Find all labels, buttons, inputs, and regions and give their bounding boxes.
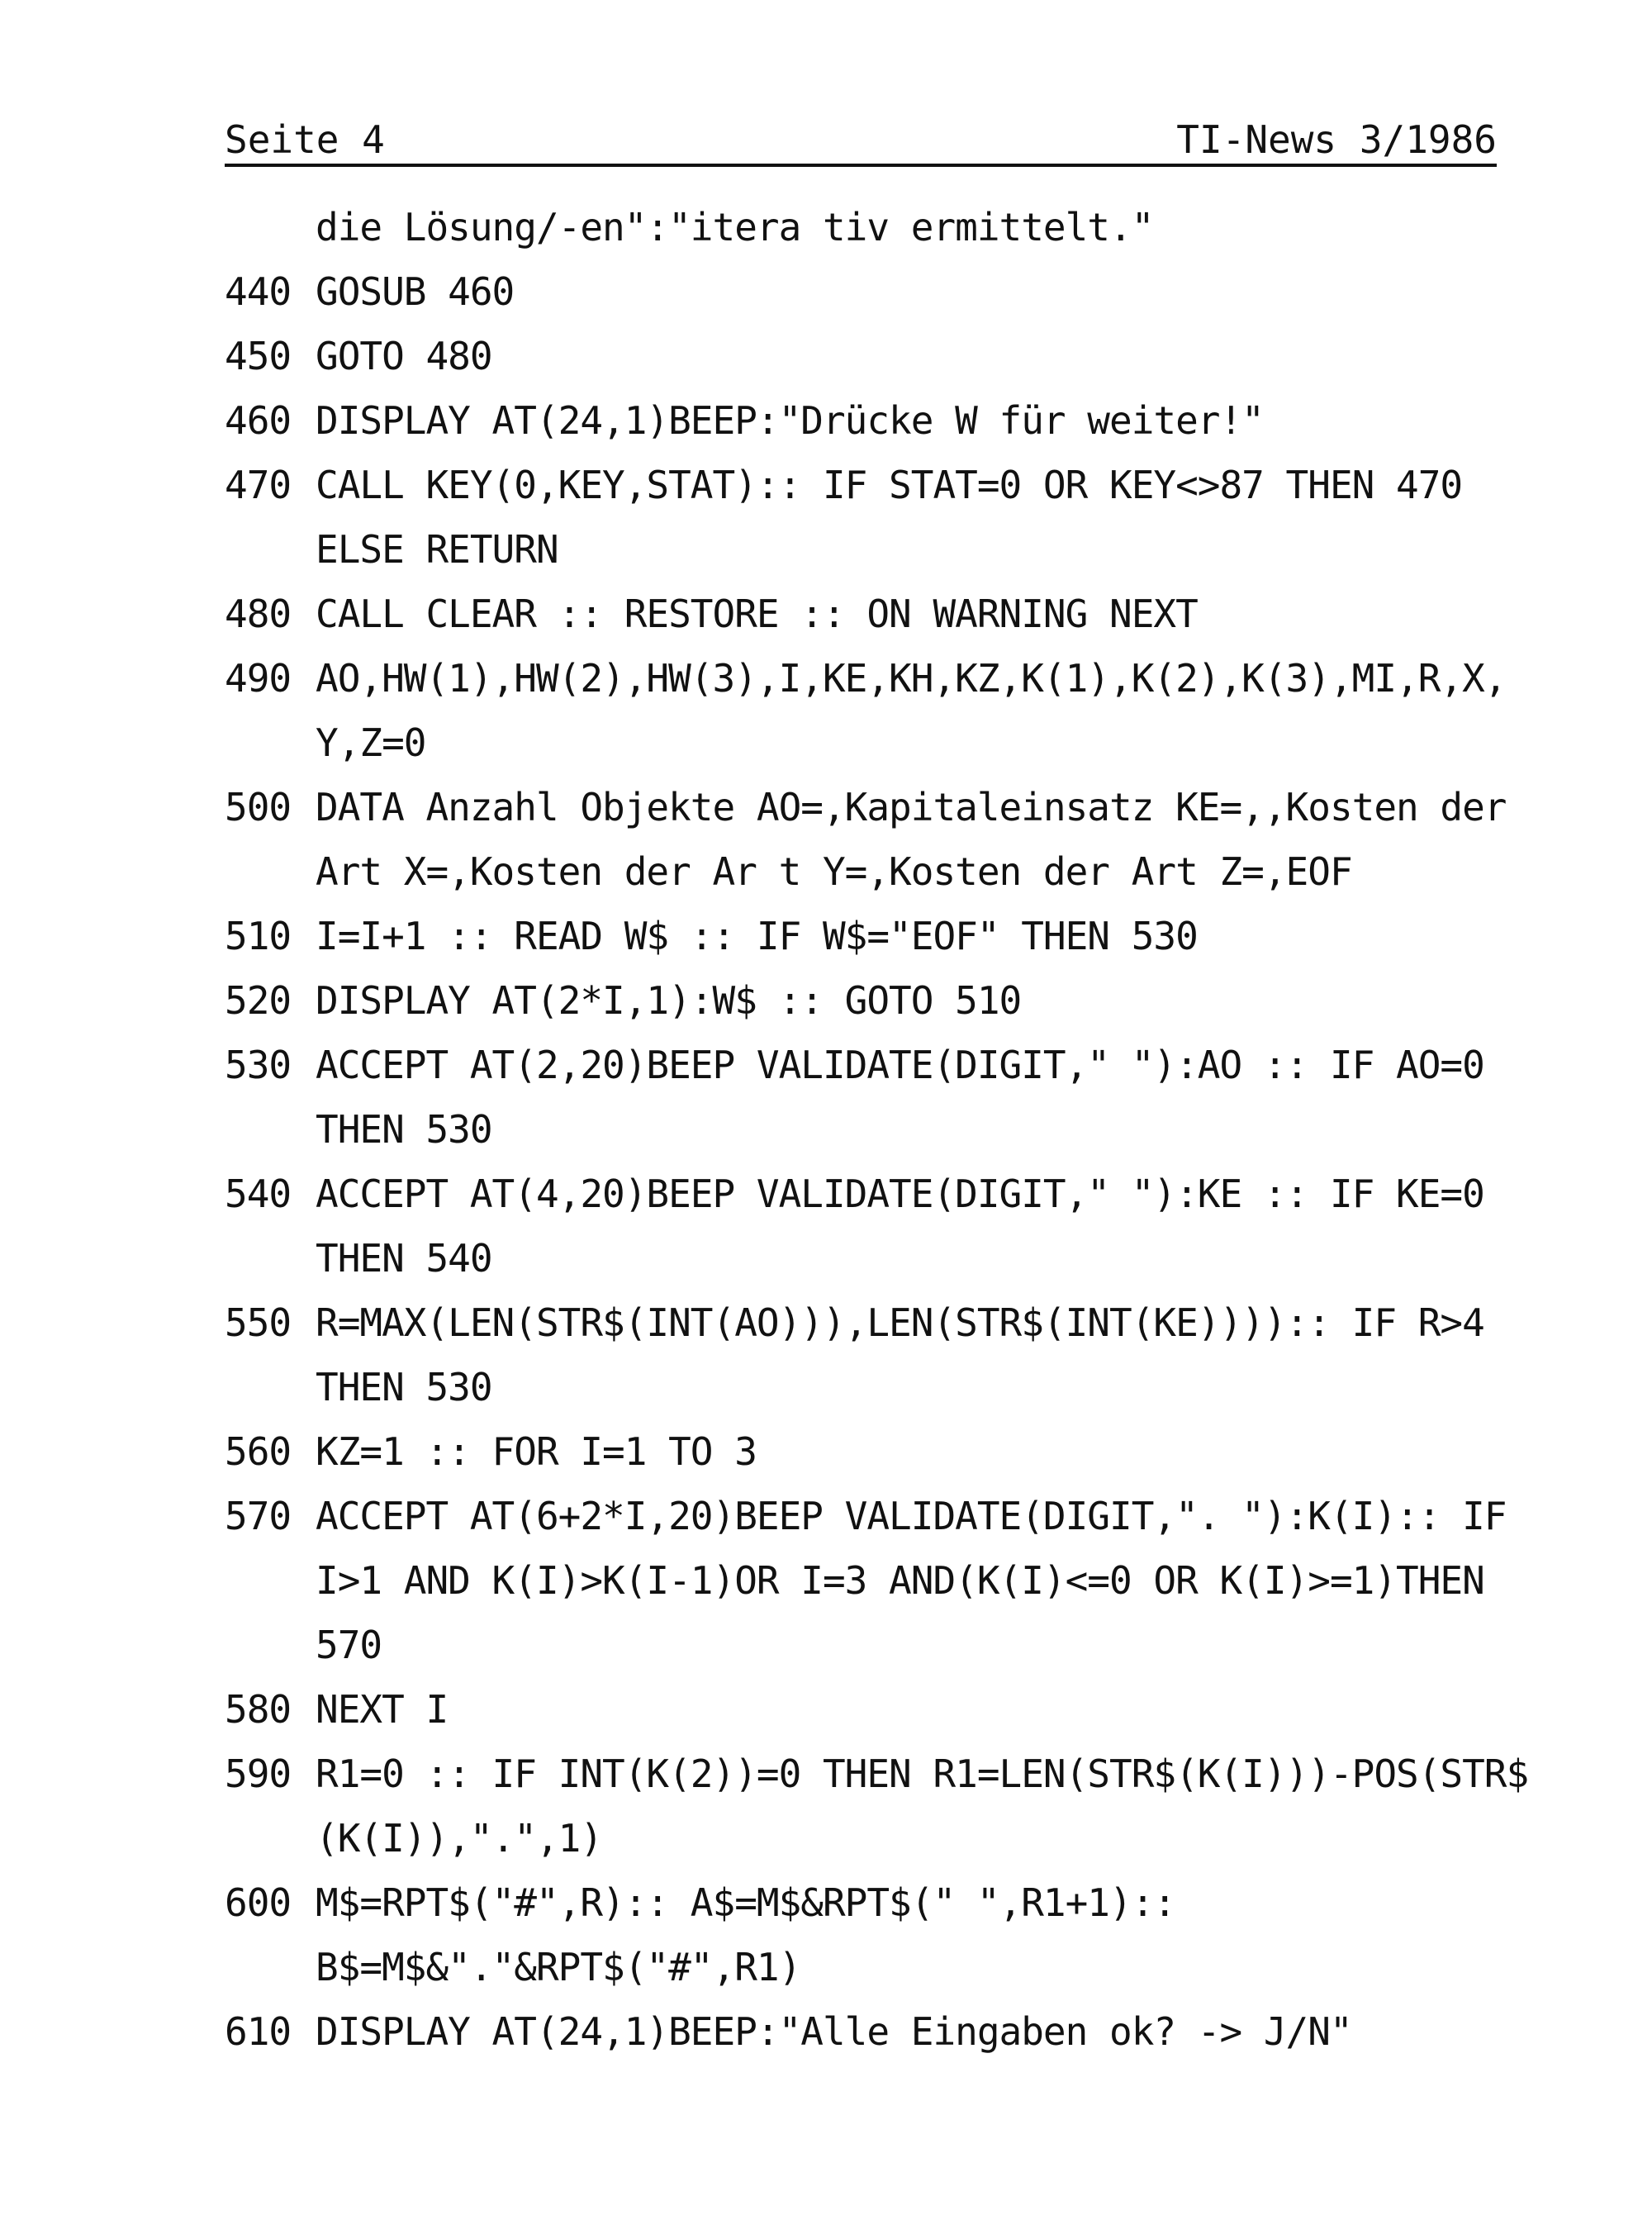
code-line <box>225 775 1507 839</box>
code-line <box>225 1677 1497 1742</box>
code-line <box>225 1613 1497 1677</box>
code-text: THEN 540 <box>316 1236 492 1281</box>
code-line <box>225 1484 1507 1548</box>
code-line <box>225 388 1497 453</box>
line-number: 580 <box>225 1687 292 1732</box>
code-line <box>225 1419 1497 1484</box>
basic-program-listing <box>225 195 1529 2064</box>
line-number: 530 <box>225 1043 292 1087</box>
code-line <box>225 1742 1529 1806</box>
code-line <box>225 646 1507 711</box>
code-line <box>225 968 1497 1033</box>
code-line <box>225 259 1497 324</box>
line-number: 450 <box>225 334 292 378</box>
code-line <box>225 1097 1497 1162</box>
line-number: 480 <box>225 592 292 636</box>
code-line <box>225 1290 1497 1355</box>
code-text: I=I+1 :: READ W$ :: IF W$="EOF" THEN 530 <box>316 914 1198 958</box>
code-text: 570 <box>316 1623 382 1667</box>
code-text: CALL CLEAR :: RESTORE :: ON WARNING NEXT <box>316 592 1198 636</box>
code-text: NEXT I <box>316 1687 449 1732</box>
line-number: 520 <box>225 978 292 1023</box>
code-line <box>225 711 1497 775</box>
code-text: die Lösung/-en":"itera tiv ermittelt." <box>316 205 1154 250</box>
code-text: DATA Anzahl Objekte AO=,Kapitaleinsatz KE=,,Kosten der <box>316 785 1507 829</box>
code-text: R1=0 :: IF INT(K(2))=0 THEN R1=LEN(STR$(K(I)))-POS(STR$ <box>316 1752 1529 1796</box>
page-number: Seite 4 <box>225 117 385 162</box>
code-text: Y,Z=0 <box>316 720 426 765</box>
code-text: ELSE RETURN <box>316 527 558 572</box>
code-text: THEN 530 <box>316 1107 492 1152</box>
line-number: 610 <box>225 2009 292 2054</box>
code-line <box>225 904 1497 968</box>
line-number: 440 <box>225 269 292 314</box>
header-rule <box>225 164 1497 167</box>
line-number: 550 <box>225 1300 292 1345</box>
line-number: 590 <box>225 1752 292 1796</box>
code-line <box>225 1033 1497 1097</box>
code-line <box>225 1806 1497 1870</box>
code-line <box>225 324 1497 388</box>
code-text: THEN 530 <box>316 1365 492 1409</box>
line-number: 470 <box>225 463 292 507</box>
code-text: R=MAX(LEN(STR$(INT(AO))),LEN(STR$(INT(KE)))):: IF R>4 <box>316 1300 1484 1345</box>
code-line <box>225 582 1497 646</box>
code-line <box>225 453 1497 517</box>
code-line <box>225 839 1497 904</box>
code-text: I>1 AND K(I)>K(I-1)OR I=3 AND(K(I)<=0 OR K(I)>=1)THEN <box>316 1558 1484 1603</box>
code-line <box>225 1548 1497 1613</box>
line-number: 560 <box>225 1429 292 1474</box>
code-text: M$=RPT$("#",R):: A$=M$&RPT$(" ",R1+1):: <box>316 1880 1176 1925</box>
code-line <box>225 1355 1497 1419</box>
code-text: DISPLAY AT(2*I,1):W$ :: GOTO 510 <box>316 978 1022 1023</box>
code-line <box>225 517 1497 582</box>
code-line <box>225 1870 1497 1935</box>
line-number: 460 <box>225 398 292 443</box>
page-header <box>225 114 1497 165</box>
code-text: Art X=,Kosten der Ar t Y=,Kosten der Art Z=,EOF <box>316 849 1352 894</box>
code-text: DISPLAY AT(24,1)BEEP:"Drücke W für weiter!" <box>316 398 1264 443</box>
code-text: GOSUB 460 <box>316 269 515 314</box>
line-number: 500 <box>225 785 292 829</box>
code-text: (K(I)),".",1) <box>316 1816 603 1861</box>
line-number: 510 <box>225 914 292 958</box>
code-line <box>225 1935 1497 1999</box>
code-line <box>225 1162 1497 1226</box>
publication-issue: TI-News 3/1986 <box>1176 117 1497 162</box>
code-text: GOTO 480 <box>316 334 492 378</box>
code-line <box>225 1999 1497 2064</box>
code-text: AO,HW(1),HW(2),HW(3),I,KE,KH,KZ,K(1),K(2),K(3),MI,R,X, <box>316 656 1507 701</box>
line-number: 540 <box>225 1172 292 1216</box>
code-text: ACCEPT AT(4,20)BEEP VALIDATE(DIGIT," "):KE :: IF KE=0 <box>316 1172 1484 1216</box>
code-text: KZ=1 :: FOR I=1 TO 3 <box>316 1429 757 1474</box>
code-text: ACCEPT AT(6+2*I,20)BEEP VALIDATE(DIGIT,". "):K(I):: IF <box>316 1494 1507 1538</box>
code-text: ACCEPT AT(2,20)BEEP VALIDATE(DIGIT," "):AO :: IF AO=0 <box>316 1043 1484 1087</box>
code-line <box>225 195 1497 259</box>
code-text: DISPLAY AT(24,1)BEEP:"Alle Eingaben ok? -> J/N" <box>316 2009 1352 2054</box>
code-text: B$=M$&"."&RPT$("#",R1) <box>316 1945 801 1989</box>
code-text: CALL KEY(0,KEY,STAT):: IF STAT=0 OR KEY<>87 THEN 470 <box>316 463 1463 507</box>
code-line <box>225 1226 1497 1290</box>
line-number: 570 <box>225 1494 292 1538</box>
line-number: 600 <box>225 1880 292 1925</box>
line-number: 490 <box>225 656 292 701</box>
